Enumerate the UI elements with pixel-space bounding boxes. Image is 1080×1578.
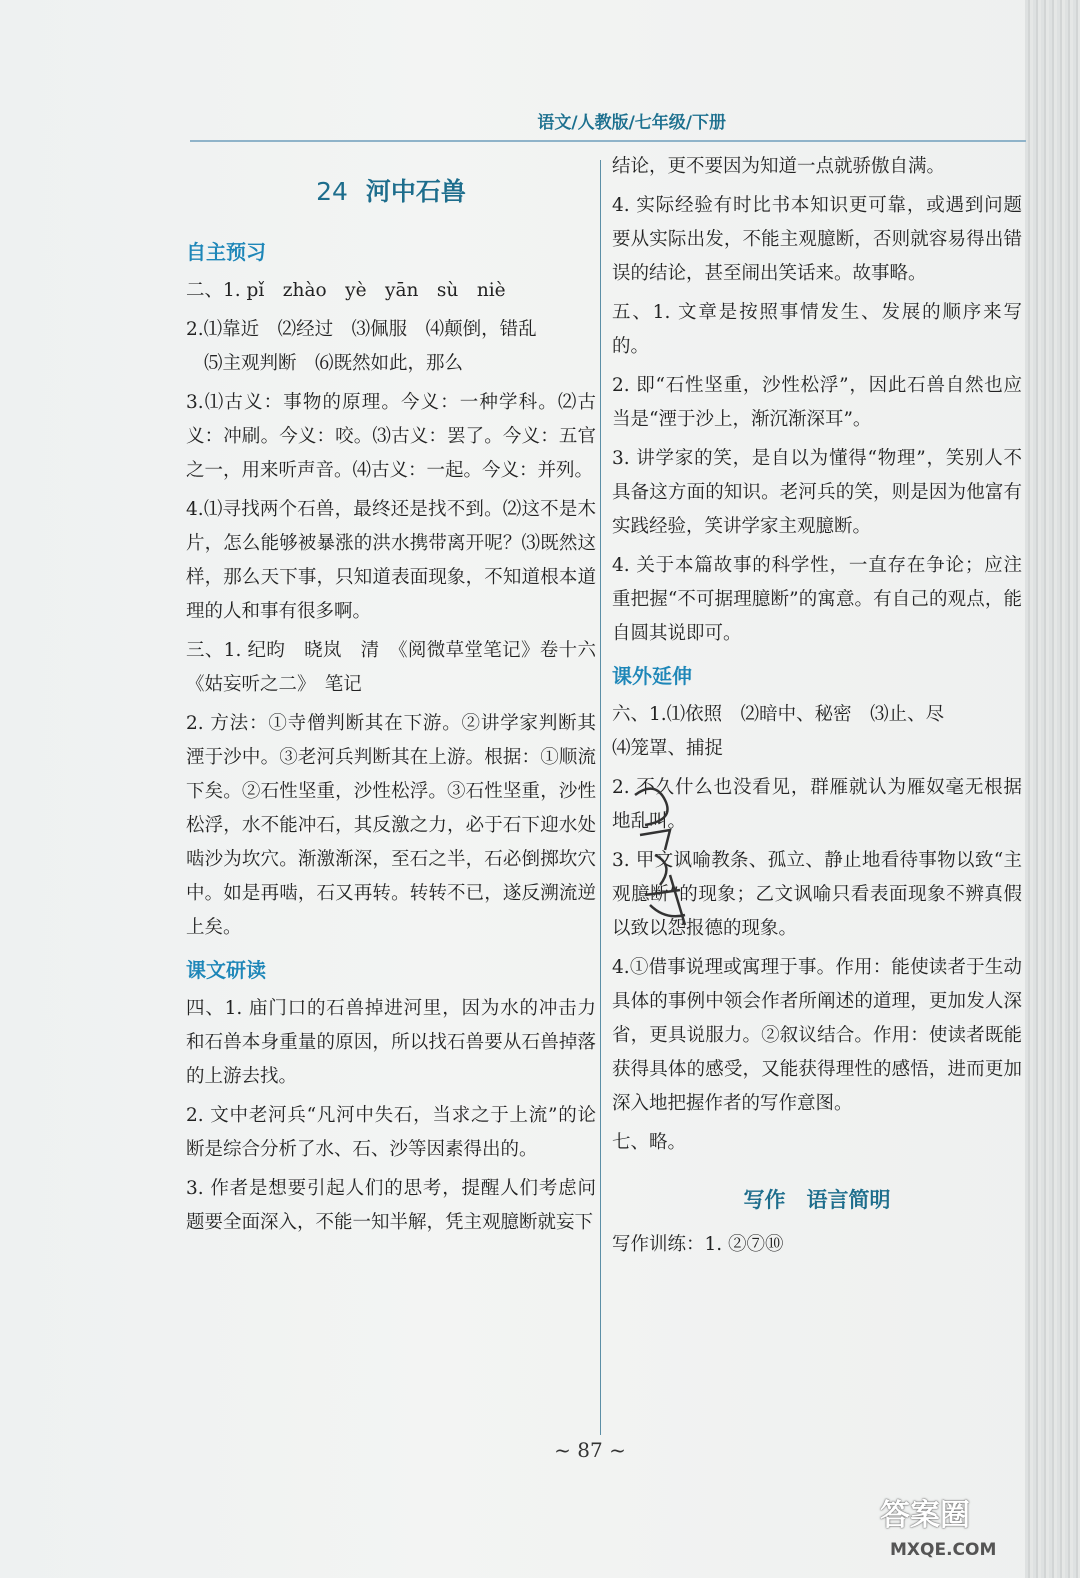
watermark-url: MXQE.COM — [890, 1540, 997, 1560]
answer-paragraph: 五、1. 文章是按照事情发生、发展的顺序来写的。 — [612, 302, 1022, 357]
answer-paragraph: 六、1.⑴依照 ⑵暗中、秘密 ⑶止、尽 — [612, 704, 945, 725]
lesson-name: 河中石兽 — [365, 177, 466, 206]
answer-paragraph: 2. 不久什么也没看见，群雁就认为雁奴毫无根据地乱叫。 — [612, 777, 1022, 832]
answer-paragraph: 4. 关于本篇故事的科学性，一直存在争论；应注重把握“不可据理臆断”的寓意。有自己的观点，能自圆其说即可。 — [612, 555, 1022, 644]
answer-paragraph: 2. 即“石性坚重，沙性松浮”，因此石兽自然也应当是“湮于沙上，渐沉渐深耳”。 — [612, 375, 1022, 430]
page-header — [190, 100, 1026, 142]
lesson-number: 24 — [316, 177, 348, 206]
answer-paragraph: ⑷笼罩、捕捉 — [612, 738, 724, 759]
page-number: ~ 87 ~ — [554, 1438, 626, 1462]
section-heading: 课外延伸 — [612, 664, 692, 688]
left-column — [186, 150, 596, 1245]
answer-paragraph: 3.⑴古义：事物的原理。今义：一种学科。⑵古义：冲刷。今义：咬。⑶古义：罢了。今义：五官之一，用来听声音。⑷古义：一起。今义：并列。 — [186, 392, 596, 481]
answer-paragraph: 3. 作者是想要引起人们的思考，提醒人们考虑问题要全面深入，不能一知半解，凭主观臆断就妄下 — [186, 1178, 596, 1233]
right-column — [612, 150, 1022, 1267]
answer-paragraph: 3. 甲文讽喻教条、孤立、静止地看待事物以致“主观臆断”的现象；乙文讽喻只看表面现象不辨真假以致以怨报德的现象。 — [612, 850, 1022, 939]
answer-paragraph: 四、1. 庙门口的石兽掉进河里，因为水的冲击力和石兽本身重量的原因，所以找石兽要从石兽掉落的上游去找。 — [186, 998, 596, 1087]
answer-paragraph: 七、略。 — [612, 1132, 687, 1153]
watermark-logo: 答案圈 — [880, 1498, 970, 1533]
answer-paragraph: 二、1. pǐ zhào yè yān sù niè — [186, 280, 506, 301]
column-divider — [600, 160, 601, 1435]
answer-paragraph: 4.①借事说理或寓理于事。作用：能使读者于生动具体的事例中领会作者所阐述的道理，更加发人深省，更具说服力。②叙议结合。作用：使读者既能获得具体的感受，又能获得理性的感悟，进而更加深入地把握作者的写作意图。 — [612, 957, 1022, 1114]
answer-paragraph: 2. 文中老河兵“凡河中失石，当求之于上流”的论断是综合分析了水、石、沙等因素得出的。 — [186, 1105, 596, 1160]
answer-paragraph: 2.⑴靠近 ⑵经过 ⑶佩服 ⑷颠倒，错乱 — [186, 319, 537, 340]
answer-paragraph: 4.⑴寻找两个石兽，最终还是找不到。⑵这不是木片，怎么能够被暴涨的洪水携带离开呢？⑶既然这样，那么天下事，只知道表面现象，不知道根本道理的人和事有很多啊。 — [186, 499, 596, 622]
header-title: 语文/人教版/七年级/下册 — [537, 113, 726, 133]
answer-paragraph: 2. 方法：①寺僧判断其在下游。②讲学家判断其湮于沙中。③老河兵判断其在上游。根据：①顺流下矣。②石性坚重，沙性松浮。③石性坚重，沙性松浮，水不能冲石，其反激之力，必于石下迎水处啮沙为坎穴。渐激渐深，至石之半，石必倒掷坎穴中。如是再啮，石又再转。转转不已，遂反溯流逆上矣。 — [186, 713, 596, 938]
page-edge — [1025, 0, 1080, 1578]
lesson-title — [186, 170, 596, 214]
answer-paragraph: 3. 讲学家的笑，是自以为懂得“物理”，笑别人不具备这方面的知识。老河兵的笑，则是因为他富有实践经验，笑讲学家主观臆断。 — [612, 448, 1022, 537]
answer-paragraph: ⑸主观判断 ⑹既然如此，那么 — [204, 353, 464, 374]
writing-section-title: 写作 语言简明 — [743, 1188, 891, 1212]
answer-paragraph: 写作训练：1. ②⑦⑩ — [612, 1234, 784, 1255]
answer-paragraph: 结论，更不要因为知道一点就骄傲自满。 — [612, 156, 946, 177]
section-heading: 课文研读 — [186, 958, 266, 982]
answer-paragraph: 4. 实际经验有时比书本知识更可靠，或遇到问题要从实际出发，不能主观臆断，否则就容易得出错误的结论，甚至闹出笑话来。故事略。 — [612, 195, 1022, 284]
handwritten-scribble — [625, 775, 705, 935]
answer-paragraph: 三、1. 纪昀 晓岚 清 《阅微草堂笔记》卷十六《姑妄听之二》 笔记 — [186, 640, 596, 695]
section-heading: 自主预习 — [186, 240, 266, 264]
